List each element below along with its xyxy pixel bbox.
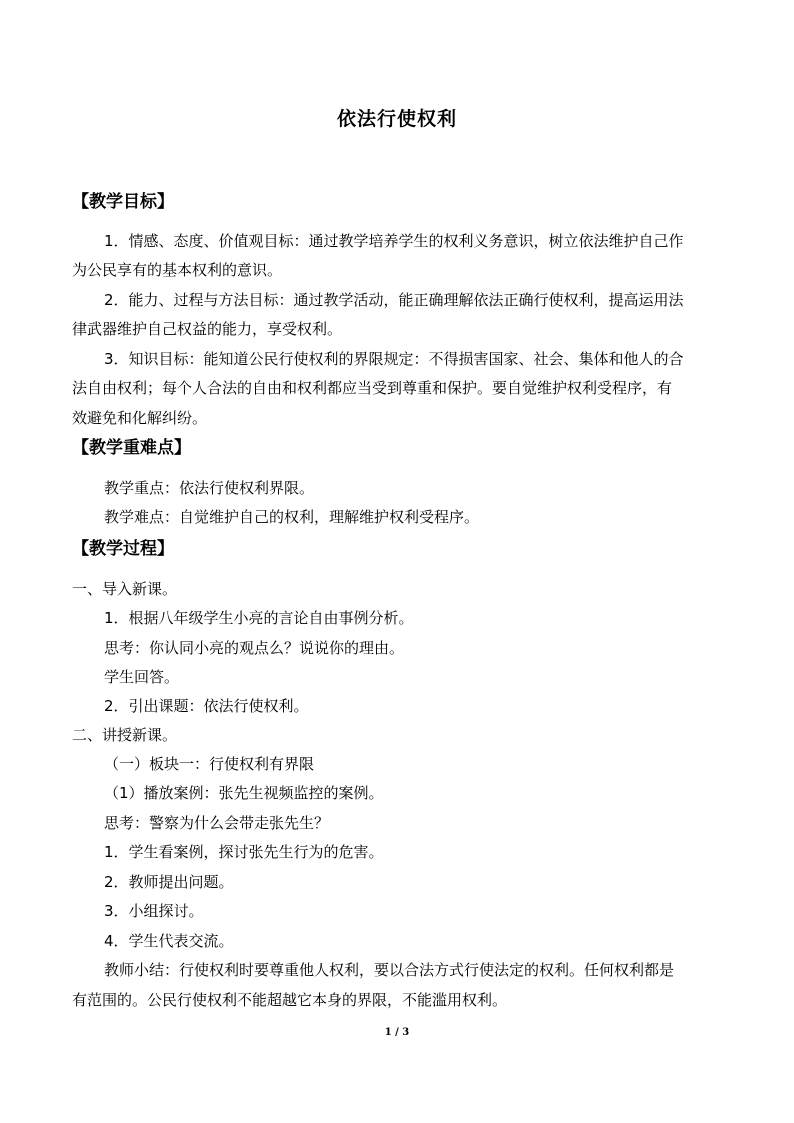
paragraph-line: 2．教师提出问题。 (104, 873, 234, 891)
paragraph-line: 1．情感、态度、价值观目标：通过教学培养学生的权利义务意识，树立依法维护自己作 (104, 232, 684, 250)
paragraph-line: 4．学生代表交流。 (104, 932, 234, 950)
paragraph-line: 为公民享有的基本权利的意识。 (72, 261, 283, 279)
paragraph-line: （1）播放案例：张先生视频监控的案例。 (104, 784, 384, 802)
paragraph-line: 效避免和化解纠纷。 (72, 409, 208, 427)
paragraph-line: 法自由权利；每个人合法的自由和权利都应当受到尊重和保护。要自觉维护权利受程序，有 (72, 379, 673, 397)
paragraph-line: 2．引出课题：依法行使权利。 (104, 697, 309, 715)
paragraph-line: 教学重点：依法行使权利界限。 (104, 479, 315, 497)
paragraph-line: 3．知识目标：能知道公民行使权利的界限规定：不得损害国家、社会、集体和他人的合 (104, 350, 684, 368)
paragraph-line: 一、导入新课。 (72, 580, 178, 598)
paragraph-line: 二、讲授新课。 (72, 726, 178, 744)
paragraph-line: 教师小结：行使权利时要尊重他人权利，要以合法方式行使法定的权利。任何权利都是 (104, 961, 675, 979)
page-number: 1 / 3 (384, 1027, 410, 1038)
section-heading-keypoints: 【教学重难点】 (72, 438, 191, 458)
paragraph-line: 思考：警察为什么会带走张先生？ (104, 814, 330, 832)
paragraph-line: 2．能力、过程与方法目标：通过教学活动，能正确理解依法正确行使权利，提高运用法 (104, 291, 684, 309)
paragraph-line: 有范围的。公民行使权利不能超越它本身的界限，不能滥用权利。 (72, 991, 508, 1009)
section-heading-goals: 【教学目标】 (72, 192, 174, 212)
paragraph-line: 1．根据八年级学生小亮的言论自由事例分析。 (104, 609, 414, 627)
paragraph-line: 教学难点：自觉维护自己的权利，理解维护权利受程序。 (104, 508, 480, 526)
paragraph-line: 律武器维护自己权益的能力，享受权利。 (72, 320, 343, 338)
paragraph-line: （一）板块一：行使权利有界限 (104, 755, 315, 773)
paragraph-line: 1．学生看案例，探讨张先生行为的危害。 (104, 843, 384, 861)
paragraph-line: 思考：你认同小亮的观点么？说说你的理由。 (104, 639, 405, 657)
section-heading-process: 【教学过程】 (72, 539, 174, 559)
paragraph-line: 3．小组探讨。 (104, 902, 204, 920)
document-title: 依法行使权利 (336, 108, 457, 130)
paragraph-line: 学生回答。 (104, 668, 180, 686)
